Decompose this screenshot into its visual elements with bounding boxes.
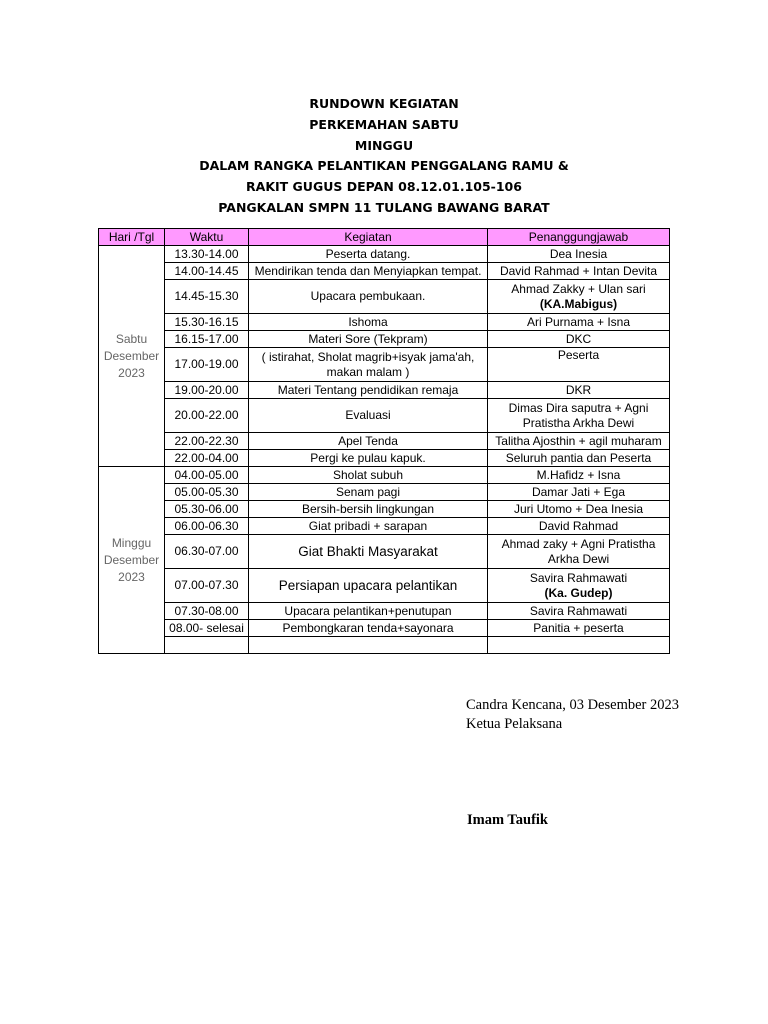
pic-cell: Dea Inesia <box>488 246 670 263</box>
pic-cell: Ahmad zaky + Agni Pratistha Arkha Dewi <box>488 535 670 569</box>
activity-cell: Pembongkaran tenda+sayonara <box>249 620 488 637</box>
table-header-row <box>99 229 670 246</box>
table-row <box>99 603 670 620</box>
time-cell: 06.30-07.00 <box>165 535 249 569</box>
pic-cell <box>488 280 670 314</box>
time-cell: 16.15-17.00 <box>165 331 249 348</box>
activity-cell: Sholat subuh <box>249 467 488 484</box>
activity-cell: Peserta datang. <box>249 246 488 263</box>
pic-cell: Damar Jati + Ega <box>488 484 670 501</box>
activity-cell: ( istirahat, Sholat magrib+isyak jama'ah, makan malam ) <box>249 348 488 382</box>
time-cell: 20.00-22.00 <box>165 399 249 433</box>
time-cell: 19.00-20.00 <box>165 382 249 399</box>
table-row <box>99 331 670 348</box>
activity-cell: Persiapan upacara pelantikan <box>249 569 488 603</box>
time-cell: 13.30-14.00 <box>165 246 249 263</box>
pic-cell <box>488 637 670 654</box>
activity-cell: Mendirikan tenda dan Menyiapkan tempat. <box>249 263 488 280</box>
day-year: 2023 <box>118 569 145 584</box>
signer-role: Ketua Pelaksana <box>466 716 563 732</box>
header-pic: Penanggungjawab <box>488 229 670 246</box>
time-cell: 14.45-15.30 <box>165 280 249 314</box>
title-line: RAKIT GUGUS DEPAN 08.12.01.105-106 <box>246 179 522 195</box>
activity-cell: Giat Bhakti Masyarakat <box>249 535 488 569</box>
pic-cell: Talitha Ajosthin + agil muharam <box>488 433 670 450</box>
pic-role: (KA.Mabigus) <box>539 296 618 311</box>
time-cell: 14.00-14.45 <box>165 263 249 280</box>
activity-cell: Ishoma <box>249 314 488 331</box>
activity-cell: Bersih-bersih lingkungan <box>249 501 488 518</box>
pic-text: Savira Rahmawati <box>529 570 628 585</box>
pic-cell: David Rahmad + Intan Devita <box>488 263 670 280</box>
header-day: Hari /Tgl <box>99 229 165 246</box>
time-cell: 22.00-04.00 <box>165 450 249 467</box>
rundown-table <box>98 228 670 654</box>
table-row <box>99 280 670 314</box>
signer-name: Imam Taufik <box>467 812 548 828</box>
header-activity: Kegiatan <box>249 229 488 246</box>
activity-cell: Materi Sore (Tekpram) <box>249 331 488 348</box>
title-line: PANGKALAN SMPN 11 TULANG BAWANG BARAT <box>218 199 550 215</box>
activity-cell: Materi Tentang pendidikan remaja <box>249 382 488 399</box>
day-month: Desember <box>103 348 160 363</box>
day-month: Desember <box>103 552 160 567</box>
pic-cell: M.Hafidz + Isna <box>488 467 670 484</box>
time-cell: 06.00-06.30 <box>165 518 249 535</box>
table-row <box>99 246 670 263</box>
activity-cell: Senam pagi <box>249 484 488 501</box>
day-cell-saturday <box>99 246 165 467</box>
time-cell: 05.30-06.00 <box>165 501 249 518</box>
time-cell <box>165 637 249 654</box>
pic-cell: Panitia + peserta <box>488 620 670 637</box>
table-row <box>99 620 670 637</box>
activity-cell: Evaluasi <box>249 399 488 433</box>
pic-cell: David Rahmad <box>488 518 670 535</box>
pic-cell: Peserta <box>488 348 670 382</box>
table-row <box>99 501 670 518</box>
pic-cell: Juri Utomo + Dea Inesia <box>488 501 670 518</box>
signature-block <box>466 696 679 734</box>
pic-cell: Savira Rahmawati <box>488 603 670 620</box>
pic-role: (Ka. Gudep) <box>544 585 613 600</box>
activity-cell: Upacara pembukaan. <box>249 280 488 314</box>
time-cell: 05.00-05.30 <box>165 484 249 501</box>
activity-cell: Apel Tenda <box>249 433 488 450</box>
day-name: Minggu <box>111 535 152 550</box>
table-row <box>99 433 670 450</box>
pic-cell <box>488 569 670 603</box>
activity-cell: Upacara pelantikan+penutupan <box>249 603 488 620</box>
header-time: Waktu <box>165 229 249 246</box>
pic-cell: Ari Purnama + Isna <box>488 314 670 331</box>
time-cell: 07.00-07.30 <box>165 569 249 603</box>
day-cell-sunday <box>99 467 165 654</box>
pic-text: Ahmad Zakky + Ulan sari <box>511 281 646 296</box>
table-row-empty <box>99 637 670 654</box>
table-row <box>99 399 670 433</box>
activity-cell: Giat pribadi + sarapan <box>249 518 488 535</box>
pic-cell: DKR <box>488 382 670 399</box>
table-row <box>99 314 670 331</box>
title-line: RUNDOWN KEGIATAN <box>309 96 459 111</box>
table-row <box>99 518 670 535</box>
place-date: Candra Kencana, 03 Desember 2023 <box>466 697 679 713</box>
pic-cell: Dimas Dira saputra + Agni Pratistha Arkha Dewi <box>488 399 670 433</box>
title-line: DALAM RANGKA PELANTIKAN PENGGALANG RAMU & <box>199 158 569 174</box>
activity-cell: Pergi ke pulau kapuk. <box>249 450 488 467</box>
time-cell: 22.00-22.30 <box>165 433 249 450</box>
title-line: PERKEMAHAN SABTU <box>309 116 459 132</box>
activity-cell <box>249 637 488 654</box>
table-row <box>99 535 670 569</box>
time-cell: 17.00-19.00 <box>165 348 249 382</box>
table-row <box>99 467 670 484</box>
table-row <box>99 569 670 603</box>
document-title <box>0 94 768 219</box>
time-cell: 15.30-16.15 <box>165 314 249 331</box>
time-cell: 07.30-08.00 <box>165 603 249 620</box>
title-line: MINGGU <box>354 137 414 153</box>
time-cell: 08.00- selesai <box>165 620 249 637</box>
table-row <box>99 484 670 501</box>
pic-cell: Seluruh pantia dan Peserta <box>488 450 670 467</box>
table-row <box>99 382 670 399</box>
pic-cell: DKC <box>488 331 670 348</box>
day-name: Sabtu <box>115 331 148 346</box>
time-cell: 04.00-05.00 <box>165 467 249 484</box>
day-year: 2023 <box>118 365 145 380</box>
table-row <box>99 263 670 280</box>
table-row <box>99 450 670 467</box>
table-row <box>99 348 670 382</box>
